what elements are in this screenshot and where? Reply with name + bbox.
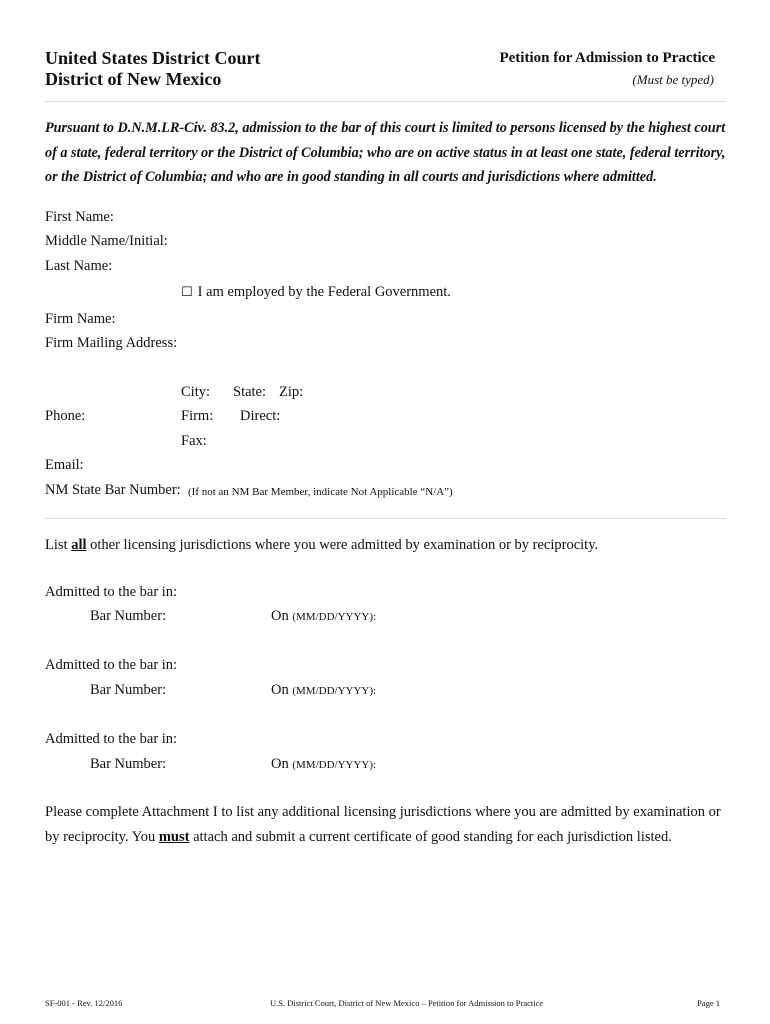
- footer-page-number: Page 1: [697, 998, 720, 1008]
- middle-name-label: Middle Name/Initial:: [45, 233, 168, 249]
- bar-number-label: Bar Number:: [90, 608, 167, 624]
- bar-number-label: Bar Number:: [90, 756, 167, 772]
- court-district: District of New Mexico: [45, 69, 222, 89]
- phone-label: Phone:: [45, 408, 86, 424]
- phone-firm-label: Firm:: [181, 408, 214, 424]
- footer-title: U.S. District Court, District of New Mexico – Petition for Admission to Practice: [270, 998, 544, 1008]
- must-be-typed-note: (Must be typed): [632, 72, 714, 87]
- admitted-bar-label: Admitted to the bar in:: [45, 657, 178, 673]
- nm-bar-note: (If not an NM Bar Member, indicate Not Applicable “N/A”): [188, 486, 453, 498]
- on-label: On: [271, 756, 289, 772]
- last-name-label: Last Name:: [45, 258, 113, 274]
- instruction-suffix: other licensing jurisdictions where you were admitted by examination or by reciprocity.: [86, 537, 599, 553]
- attachment-note-emphasis: must: [158, 829, 190, 845]
- date-format-hint: (MM/DD/YYYY):: [292, 685, 377, 697]
- nm-bar-number-label: NM State Bar Number:: [45, 482, 181, 498]
- admission-date-label: [271, 682, 376, 699]
- phone-direct-label: Direct:: [240, 408, 281, 424]
- firm-name-label: Firm Name:: [45, 311, 116, 327]
- city-label: City:: [181, 384, 211, 400]
- federal-employee-label: I am employed by the Federal Government.: [197, 284, 451, 300]
- fax-label: Fax:: [181, 433, 207, 449]
- instruction-prefix: List: [45, 537, 72, 553]
- email-label: Email:: [45, 457, 84, 473]
- firm-mailing-address-label: Firm Mailing Address:: [45, 335, 178, 351]
- attachment-note-part1: Please complete Attachment I to list any additional licensing jurisdictions where you are admitted by examination or by reciprocity. You: [45, 804, 721, 845]
- header-divider: [45, 101, 726, 102]
- intro-paragraph: Pursuant to D.N.M.LR-Civ. 83.2, admission to the bar of this court is limited to persons licensed by the highest court of a state, federal territory or the District of Columbia; who are on active status in at least one state, federal territory, or the District of Columbia; and who are in good standing in all courts and jurisdictions where admitted.: [45, 120, 726, 185]
- form-title: Petition for Admission to Practice: [499, 50, 715, 66]
- admitted-bar-label: Admitted to the bar in:: [45, 731, 178, 747]
- on-label: On: [271, 682, 289, 698]
- court-name: United States District Court: [45, 48, 261, 68]
- date-format-hint: (MM/DD/YYYY):: [292, 611, 377, 623]
- admitted-bar-label: Admitted to the bar in:: [45, 584, 178, 600]
- instruction-emphasis: all: [71, 537, 87, 553]
- bar-number-label: Bar Number:: [90, 682, 167, 698]
- jurisdictions-instruction: [45, 537, 598, 554]
- zip-label: Zip:: [279, 384, 304, 400]
- checkbox-icon[interactable]: ☐: [181, 285, 193, 300]
- date-format-hint: (MM/DD/YYYY):: [292, 759, 377, 771]
- footer-form-id: SF-001 - Rev. 12/2016: [45, 998, 123, 1008]
- admission-date-label: [271, 756, 376, 773]
- first-name-label: First Name:: [45, 209, 114, 225]
- section-divider: [45, 518, 726, 519]
- attachment-note-part2: attach and submit a current certificate of good standing for each jurisdiction listed.: [189, 829, 672, 845]
- attachment-note: [45, 800, 725, 850]
- state-label: State:: [233, 384, 267, 400]
- federal-employee-checkbox[interactable]: [181, 284, 451, 301]
- on-label: On: [271, 608, 289, 624]
- admission-date-label: [271, 608, 376, 625]
